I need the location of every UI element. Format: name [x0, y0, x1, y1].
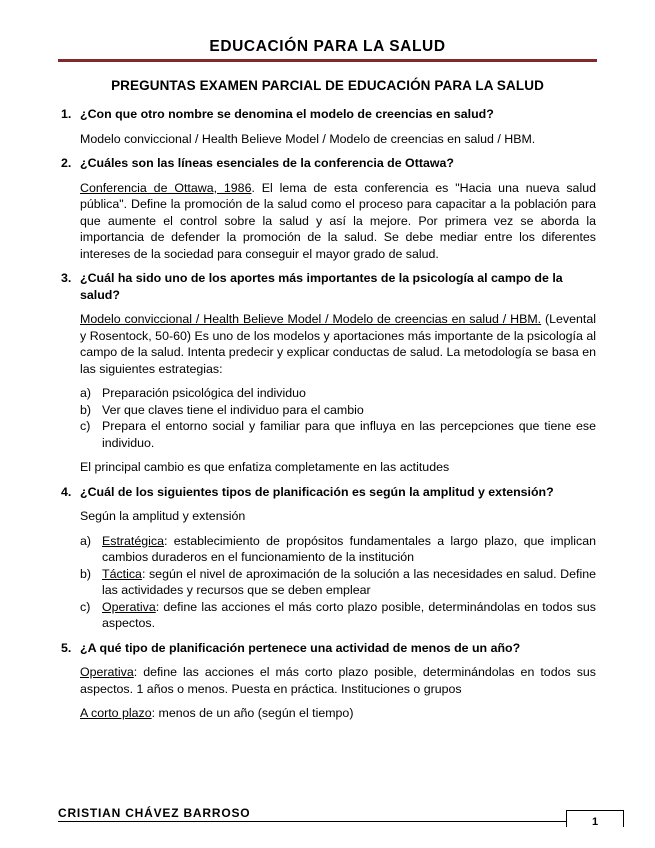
list-text: : establecimiento de propósitos fundamentales a largo plazo, que implican cambios duraderos en el funcionamiento de la institución [102, 533, 596, 564]
list-term: Operativa [102, 599, 156, 614]
question-5 [61, 640, 596, 657]
strategy-list [80, 385, 596, 451]
question-number: 2. [61, 156, 72, 170]
page-number: 1 [566, 810, 624, 827]
question-number: 3. [61, 271, 72, 285]
list-item [80, 402, 596, 419]
answer-5-extra [80, 705, 596, 722]
question-number: 5. [61, 640, 72, 655]
question-text: ¿Cuál de los siguientes tipos de planificación es según la amplitud y extensión? [80, 484, 554, 499]
answer-2 [80, 180, 596, 263]
list-item [80, 533, 596, 566]
list-marker: a) [80, 533, 92, 548]
document-body [61, 106, 596, 722]
list-item [80, 385, 596, 402]
answer-term: Conferencia de Ottawa, 1986 [80, 180, 252, 195]
list-text: : define las acciones el más corto plazo posible, determinándolas en todos sus aspectos. [102, 599, 596, 630]
list-marker: a) [80, 386, 92, 400]
question-2 [61, 155, 596, 172]
answer-text: . El lema de esta conferencia es "Hacia una nueva salud pública". Define la promoción de la salud como el proceso para capacitar a la población para que aumente el control sobre la salud y así la mejore. Por primera vez se aborda la importancia de defender la promoción de la salud. Se debe mediar entre los diferentes intereses de la sociedad para conseguir el mayor grado de salud. [80, 180, 596, 261]
answer-3 [80, 311, 596, 377]
list-item [80, 418, 596, 451]
list-marker: c) [80, 419, 91, 433]
question-number: 4. [61, 484, 72, 499]
question-number: 1. [61, 107, 72, 121]
answer-5 [80, 664, 596, 697]
list-text: Prepara el entorno social y familiar para que influya en las percepciones que tiene ese individuo. [102, 419, 596, 450]
answer-term: A corto plazo [80, 706, 152, 720]
planning-types-list [80, 533, 596, 632]
question-3 [61, 270, 596, 303]
answer-text: (Levental y Rosentock, 50-60) Es uno de los modelos y aportaciones más importante de la psicología al campo de la salud. Intenta predecir y explicar conductas de salud. La metodología se basa en las siguientes estrategias: [80, 312, 596, 376]
header-divider [58, 59, 597, 62]
question-text: ¿Cuáles son las líneas esenciales de la conferencia de Ottawa? [80, 156, 454, 170]
answer-4-intro: Según la amplitud y extensión [80, 509, 246, 523]
footer-divider [58, 821, 566, 822]
answer-1: Modelo conviccional / Health Believe Model / Modelo de creencias en salud / HBM. [80, 131, 536, 146]
list-item [80, 599, 596, 632]
answer-3-closing: El principal cambio es que enfatiza completamente en las actitudes [80, 460, 450, 474]
answer-term: Operativa [80, 665, 134, 679]
list-text: Preparación psicológica del individuo [102, 386, 306, 400]
answer-term: Modelo conviccional / Health Believe Model / Modelo de creencias en salud / HBM. [80, 312, 542, 326]
list-item [80, 566, 596, 599]
running-header-title: EDUCACIÓN PARA LA SALUD [209, 38, 446, 55]
question-1 [61, 106, 596, 123]
list-marker: b) [80, 402, 92, 417]
list-text: : según el nivel de aproximación de la solución a las necesidades en salud. Define las actividades y recursos que se deben emplear [102, 566, 596, 597]
list-text: Ver que claves tiene el individuo para el cambio [102, 402, 364, 417]
question-text: ¿Cuál ha sido uno de los aportes más importantes de la psicología al campo de la salud? [80, 271, 563, 302]
list-marker: c) [80, 599, 91, 614]
footer-author: CRISTIAN CHÁVEZ BARROSO [58, 806, 251, 820]
answer-text: : define las acciones el más corto plazo posible, determinándolas en todos sus aspectos. 1 años o menos. Puesta en práctica. Instituciones o grupos [80, 665, 596, 696]
question-text: ¿A qué tipo de planificación pertenece una actividad de menos de un año? [80, 640, 521, 655]
answer-text: : menos de un año (según el tiempo) [151, 706, 354, 720]
question-4 [61, 484, 596, 501]
list-marker: b) [80, 566, 92, 581]
list-term: Táctica [102, 566, 142, 581]
document-title: PREGUNTAS EXAMEN PARCIAL DE EDUCACIÓN PARA LA SALUD [111, 78, 544, 93]
question-text: ¿Con que otro nombre se denomina el modelo de creencias en salud? [80, 107, 494, 121]
list-term: Estratégica [102, 533, 164, 548]
